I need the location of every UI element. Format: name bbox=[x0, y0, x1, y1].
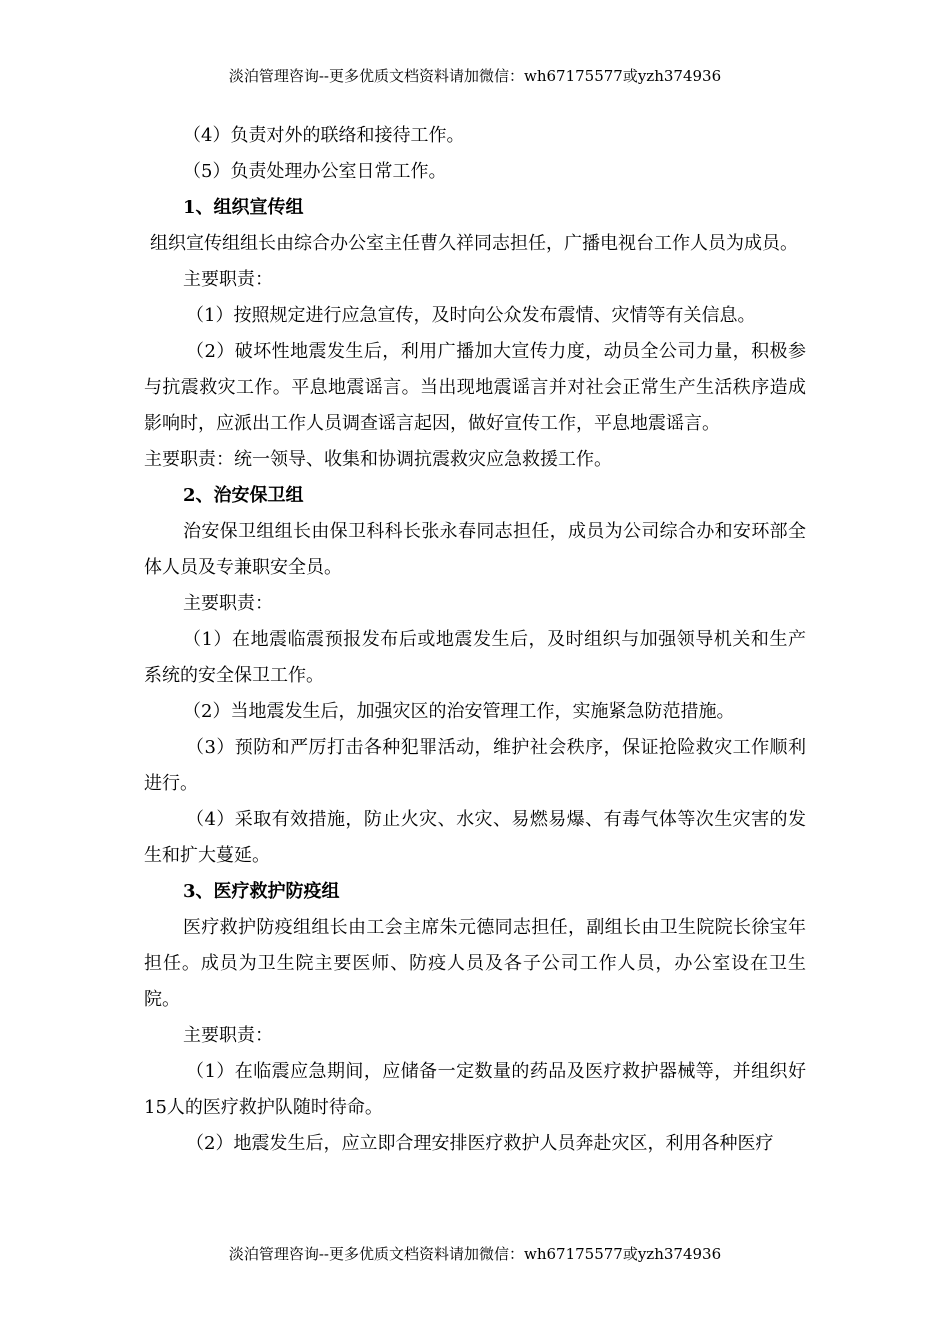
paragraph: 主要职责：统一领导、收集和协调抗震救灾应急救援工作。 bbox=[144, 449, 612, 470]
paragraph: （1）在临震应急期间，应储备一定数量的药品及医疗救护器械等，并组织好15人的医疗救护队随时待命。 bbox=[144, 1061, 806, 1118]
section-heading: 2、治安保卫组 bbox=[183, 485, 304, 506]
paragraph: （4）采取有效措施，防止火灾、水灾、易燃易爆、有毒气体等次生灾害的发生和扩大蔓延。 bbox=[144, 809, 806, 866]
paragraph: （1）按照规定进行应急宣传，及时向公众发布震情、灾情等有关信息。 bbox=[186, 305, 756, 326]
paragraph: （2）当地震发生后，加强灾区的治安管理工作，实施紧急防范措施。 bbox=[183, 701, 735, 722]
page-footer: 淡泊管理咨询--更多优质文档资料请加微信：wh67175577或yzh374936 bbox=[228, 1245, 722, 1263]
paragraph: （3）预防和严厉打击各种犯罪活动，维护社会秩序，保证抢险救灾工作顺利进行。 bbox=[144, 737, 806, 794]
document-body bbox=[144, 118, 806, 1162]
paragraph: 主要职责： bbox=[183, 1025, 273, 1046]
page-header: 淡泊管理咨询--更多优质文档资料请加微信：wh67175577或yzh374936 bbox=[228, 67, 722, 85]
paragraph: 主要职责： bbox=[183, 593, 273, 614]
paragraph: （2）破坏性地震发生后，利用广播加大宣传力度，动员全公司力量，积极参与抗震救灾工作。平息地震谣言。当出现地震谣言并对社会正常生产生活秩序造成影响时，应派出工作人员调查谣言起因，做好宣传工作，平息地震谣言。 bbox=[144, 341, 806, 434]
paragraph: （4）负责对外的联络和接待工作。 bbox=[183, 125, 465, 146]
paragraph: （5）负责处理办公室日常工作。 bbox=[183, 161, 447, 182]
paragraph: 组织宣传组组长由综合办公室主任曹久祥同志担任，广播电视台工作人员为成员。 bbox=[150, 233, 798, 254]
paragraph: 医疗救护防疫组组长由工会主席朱元德同志担任，副组长由卫生院院长徐宝年担任。成员为卫生院主要医师、防疫人员及各子公司工作人员，办公室设在卫生院。 bbox=[144, 917, 806, 1010]
paragraph: （2）地震发生后，应立即合理安排医疗救护人员奔赴灾区，利用各种医疗 bbox=[186, 1133, 774, 1154]
section-heading: 1、组织宣传组 bbox=[183, 197, 304, 218]
section-heading: 3、医疗救护防疫组 bbox=[183, 881, 340, 902]
paragraph: 主要职责： bbox=[183, 269, 273, 290]
paragraph: 治安保卫组组长由保卫科科长张永春同志担任，成员为公司综合办和安环部全体人员及专兼职安全员。 bbox=[144, 521, 806, 578]
paragraph: （1）在地震临震预报发布后或地震发生后，及时组织与加强领导机关和生产系统的安全保卫工作。 bbox=[144, 629, 806, 686]
